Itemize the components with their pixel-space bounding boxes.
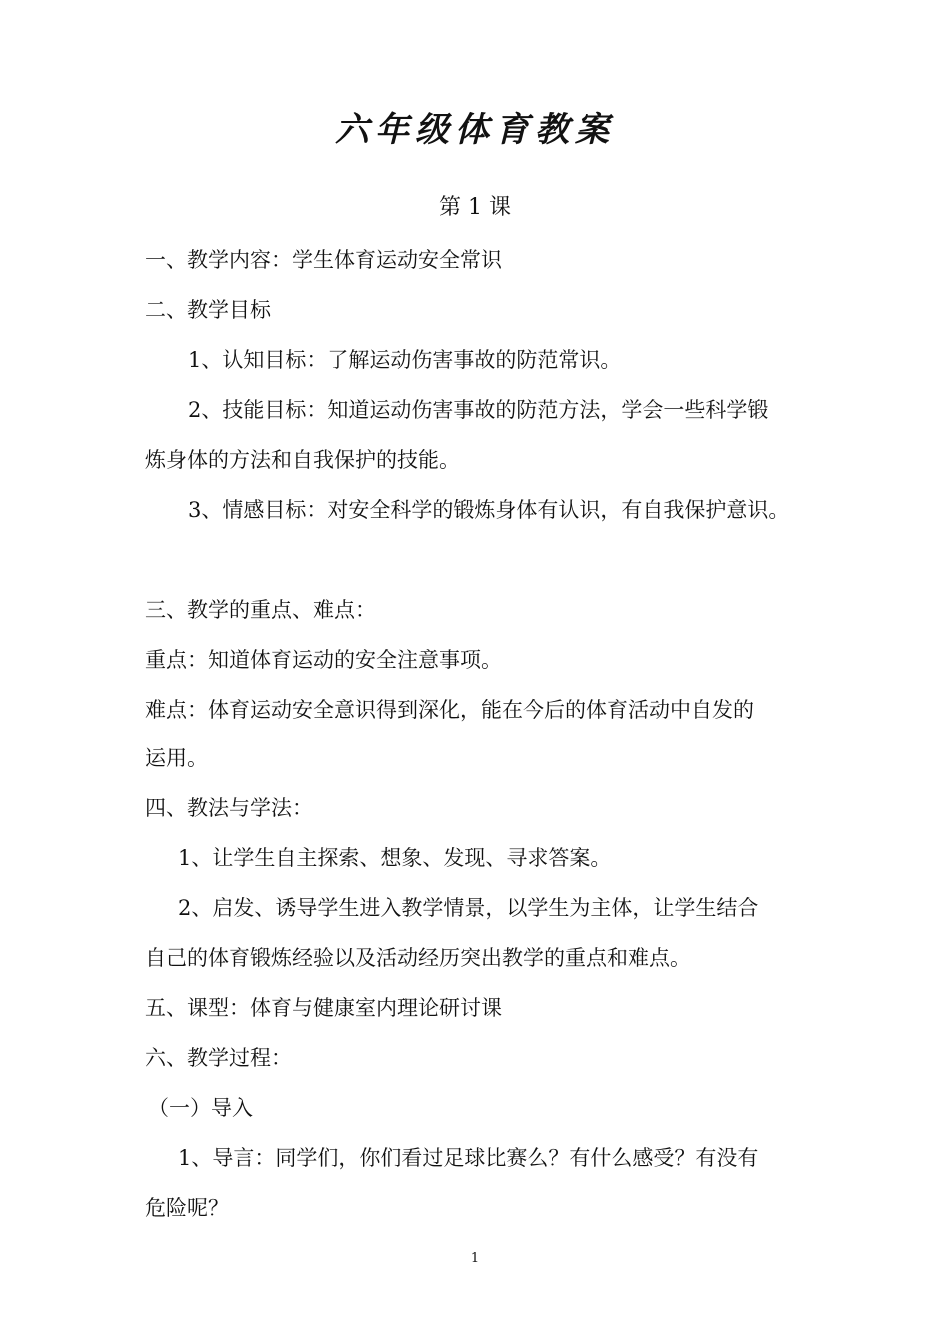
method-item-1: 1、让学生自主探索、想象、发现、寻求答案。 [178,846,612,870]
section-teaching-process: 六、教学过程： [145,1046,292,1070]
key-point: 重点：知道体育运动的安全注意事项。 [145,648,502,672]
page-number: 1 [470,1251,480,1266]
process-introduction: （一）导入 [148,1096,253,1120]
section-teaching-content: 一、教学内容：学生体育运动安全常识 [145,248,502,272]
goal-cognitive: 1、认知目标：了解运动伤害事故的防范常识。 [188,348,622,372]
lesson-heading: 第 1 课 [439,195,511,220]
section-teaching-goals: 二、教学目标 [145,298,271,322]
difficult-point: 难点：体育运动安全意识得到深化，能在今后的体育活动中自发的 [145,698,754,722]
document-title: 六年级体育教案 [335,110,615,150]
goal-skill-continued: 炼身体的方法和自我保护的技能。 [145,448,460,472]
introduction-item-1: 1、导言：同学们，你们看过足球比赛么？有什么感受？有没有 [178,1146,759,1170]
method-item-2: 2、启发、诱导学生进入教学情景，以学生为主体，让学生结合 [178,896,759,920]
introduction-item-1-continued: 危险呢？ [145,1196,229,1220]
section-lesson-type: 五、课型：体育与健康室内理论研讨课 [145,996,502,1020]
section-methods: 四、教法与学法： [145,796,313,820]
method-item-2-continued: 自己的体育锻炼经验以及活动经历突出教学的重点和难点。 [145,946,691,970]
section-key-difficult-points: 三、教学的重点、难点： [145,598,376,622]
goal-emotional: 3、情感目标：对安全科学的锻炼身体有认识，有自我保护意识。 [188,498,790,522]
goal-skill: 2、技能目标：知道运动伤害事故的防范方法，学会一些科学锻 [188,398,769,422]
difficult-point-continued: 运用。 [145,746,208,770]
